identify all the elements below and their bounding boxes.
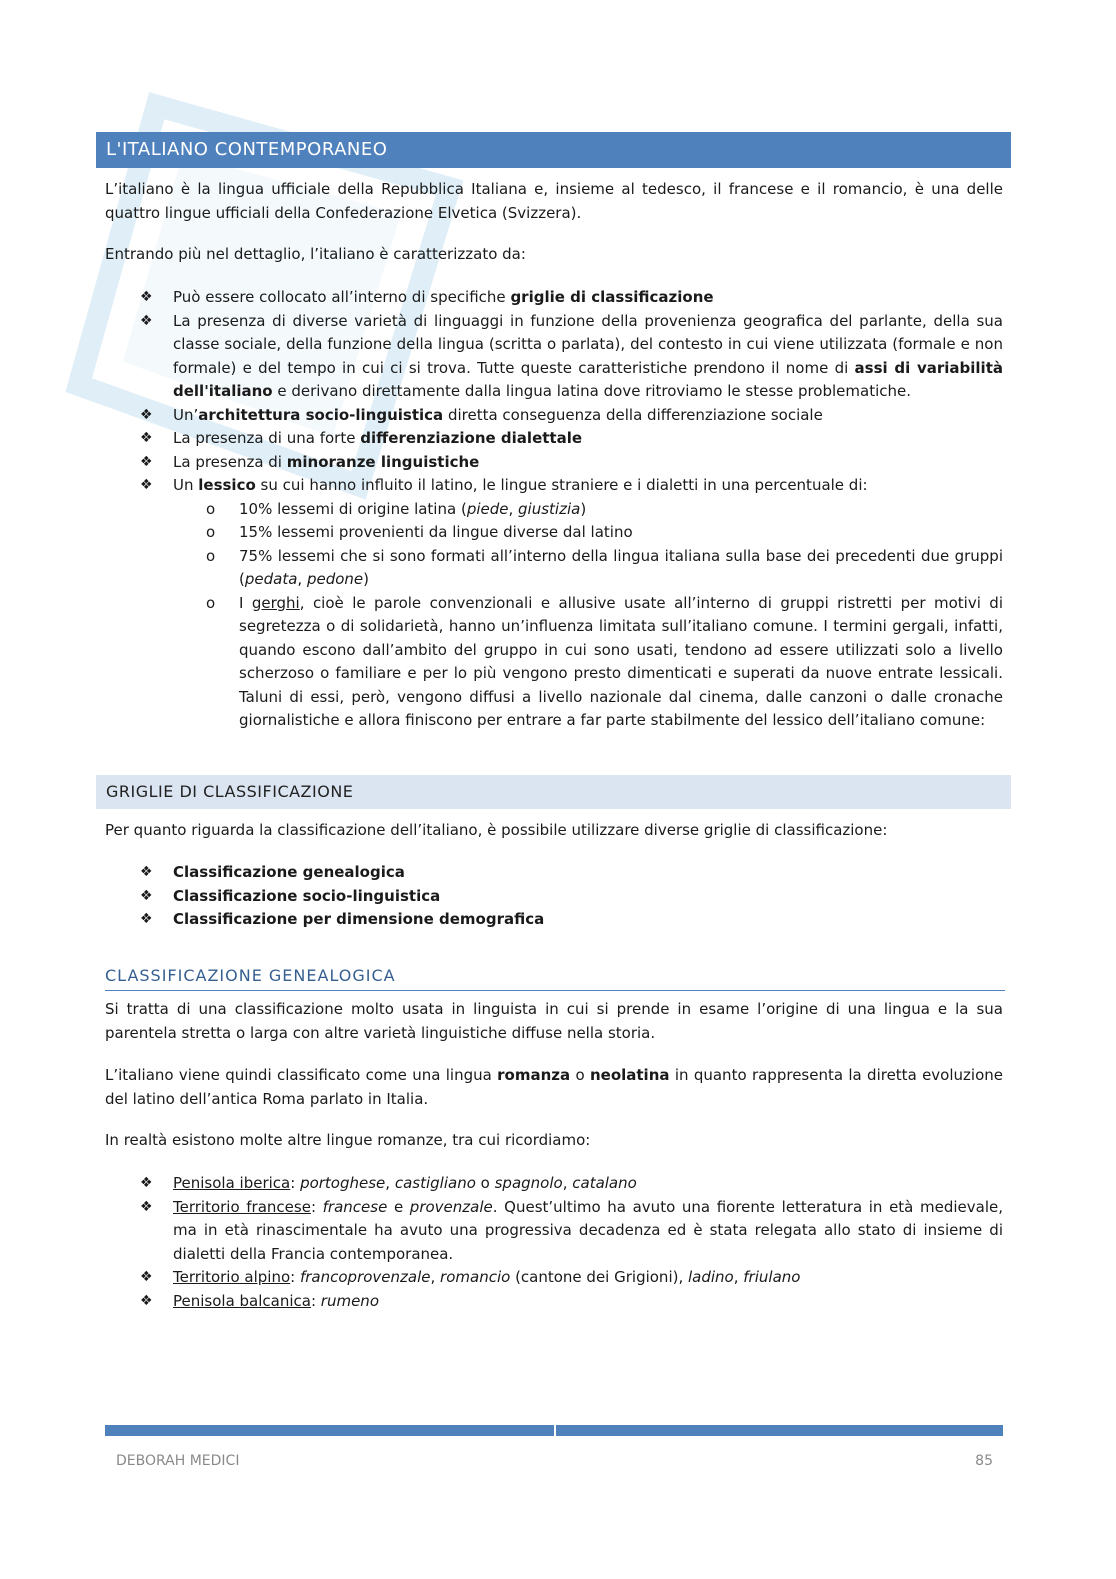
- sublist-item: o 10% lessemi di origine latina (piede, giustizia): [173, 498, 1003, 522]
- section-heading-italiano-contemporaneo: L'ITALIANO CONTEMPORANEO: [96, 132, 1011, 168]
- list-item: ❖ Classificazione socio-linguistica: [105, 885, 1003, 909]
- section-heading-griglie: GRIGLIE DI CLASSIFICAZIONE: [96, 775, 1011, 809]
- sublist-item: o 75% lessemi che si sono formati all’interno della lingua italiana sulla base dei precedenti due gruppi (pedata, pedone): [206, 546, 1003, 588]
- diamond-bullet-icon: ❖: [140, 1198, 153, 1215]
- sublist-item: o 15% lessemi provenienti da lingue diverse dal latino: [173, 521, 1003, 545]
- circle-bullet-icon: o: [206, 499, 216, 518]
- list-item: ❖ Classificazione genealogica: [105, 861, 1003, 885]
- paragraph-genealogica-2: L’italiano viene quindi classificato come una lingua romanza o neolatina in quanto rappresenta la diretta evoluzione del latino dell’antica Roma parlato in Italia.: [105, 1066, 1003, 1108]
- classification-list: [105, 861, 1003, 932]
- characteristics-list: [105, 286, 1003, 733]
- diamond-bullet-icon: ❖: [140, 1175, 153, 1191]
- list-item: ❖ La presenza di minoranze linguistiche: [105, 451, 1003, 475]
- paragraph-lead: Entrando più nel dettaglio, l’italiano è caratterizzato da:: [105, 245, 526, 263]
- diamond-bullet-icon: ❖: [140, 864, 153, 880]
- list-item: ❖ Territorio francese: francese e provenzale. Quest’ultimo ha avuto una fiorente letteratura in età medievale, ma in età rinascimentale ha avuto una progressiva decadenza ed è stata relegata allo stato di insieme di dialetti della Francia contemporanea.: [140, 1197, 1003, 1263]
- list-item: ❖ Un lessico su cui hanno influito il latino, le lingue straniere e i dialetti in una percentuale di: o 10% lessemi di origine latina (piede, giustizia) o 15% lessemi provenienti da lingue diverse dal latino o 75% lessemi che si sono formati all’interno della lingua italiana sulla base dei precedenti due gruppi (pedata, pedone) o I gerghi, cioè le parole convenzionali e allusive usate all’interno di gruppi ristretti per motivi di segretezza o di solidarietà, hanno un’influenza limitata sull’italiano comune. I termini gergali, infatti, quando escono dall’ambito del gruppo in cui sono usati, tendono ad essere utilizzati solo a livello scherzoso o familiare e per lo più vengono presto dimenticati e superati da nuove entrate lessicali. Taluni di essi, però, vengono diffusi a livello nazionale dal cinema, dalle canzoni o dalle cronache giornalistiche e allora finiscono per entrare a far parte stabilmente del lessico dell’italiano comune:: [105, 474, 1003, 733]
- diamond-bullet-icon: ❖: [140, 312, 153, 329]
- circle-bullet-icon: o: [206, 546, 216, 565]
- diamond-bullet-icon: ❖: [140, 453, 153, 470]
- diamond-bullet-icon: ❖: [140, 911, 153, 927]
- lexicon-sublist: [173, 498, 1003, 733]
- sublist-item: o I gerghi, cioè le parole convenzionali e allusive usate all’interno di gruppi ristretti per motivi di segretezza o di solidarietà, hanno un’influenza limitata sull’italiano comune. I termini gergali, infatti, quando escono dall’ambito del gruppo in cui sono usati, tendono ad essere utilizzati solo a livello scherzoso o familiare e per lo più vengono presto dimenticati e superati da nuove entrate lessicali. Taluni di essi, però, vengono diffusi a livello nazionale dal cinema, dalle canzoni o dalle cronache giornalistiche e allora finiscono per entrare a far parte stabilmente del lessico dell’italiano comune:: [206, 593, 1003, 729]
- paragraph-genealogica-1: Si tratta di una classificazione molto usata in linguista in cui si prende in esame l’origine di una lingua e la sua parentela stretta o larga con altre varietà linguistiche diffuse nella storia.: [105, 1000, 1003, 1042]
- page-number: 85: [975, 1453, 993, 1469]
- paragraph-griglie-intro: Per quanto riguarda la classificazione dell’italiano, è possibile utilizzare diverse griglie di classificazione:: [105, 821, 888, 839]
- list-item: ❖ Territorio alpino: francoprovenzale, romancio (cantone dei Grigioni), ladino, friulano: [105, 1266, 1003, 1290]
- list-item: ❖ Può essere collocato all’interno di specifiche griglie di classificazione: [105, 286, 1003, 310]
- footer-bar: [105, 1425, 1003, 1436]
- diamond-bullet-icon: ❖: [140, 406, 153, 423]
- diamond-bullet-icon: ❖: [140, 1269, 153, 1285]
- list-item: ❖ Penisola iberica: portoghese, castigliano o spagnolo, catalano: [105, 1172, 1003, 1196]
- diamond-bullet-icon: ❖: [140, 289, 153, 305]
- circle-bullet-icon: o: [206, 523, 216, 541]
- paragraph-intro: L’italiano è la lingua ufficiale della Repubblica Italiana e, insieme al tedesco, il francese e il romancio, è una delle quattro lingue ufficiali della Confederazione Elvetica (Svizzera).: [105, 180, 1003, 222]
- footer-author: DEBORAH MEDICI: [116, 1453, 240, 1469]
- paragraph-genealogica-3: In realtà esistono molte altre lingue romanze, tra cui ricordiamo:: [105, 1131, 591, 1149]
- list-item: ❖ Penisola balcanica: rumeno: [105, 1290, 1003, 1314]
- diamond-bullet-icon: ❖: [140, 430, 153, 446]
- list-item: ❖ La presenza di una forte differenziazione dialettale: [105, 427, 1003, 451]
- list-item: ❖ La presenza di diverse varietà di linguaggi in funzione della provenienza geografica del parlante, della sua classe sociale, della funzione della lingua (scritta o parlata), del contesto in cui viene utilizzata (formale e non formale) e del tempo in cui ci si trova. Tutte queste caratteristiche prendono il nome di assi di variabilità dell'italiano e derivano direttamente dalla lingua latina dove ritroviamo le stesse problematiche.: [140, 311, 1003, 400]
- romance-languages-list: [105, 1172, 1003, 1313]
- diamond-bullet-icon: ❖: [140, 477, 153, 493]
- diamond-bullet-icon: ❖: [140, 1292, 153, 1309]
- subsection-heading-genealogica: CLASSIFICAZIONE GENEALOGICA: [105, 964, 1005, 991]
- circle-bullet-icon: o: [206, 593, 216, 612]
- list-item: ❖ Classificazione per dimensione demografica: [105, 908, 1003, 932]
- list-item: ❖ Un’architettura socio-linguistica diretta conseguenza della differenziazione sociale: [105, 404, 1003, 428]
- diamond-bullet-icon: ❖: [140, 887, 153, 904]
